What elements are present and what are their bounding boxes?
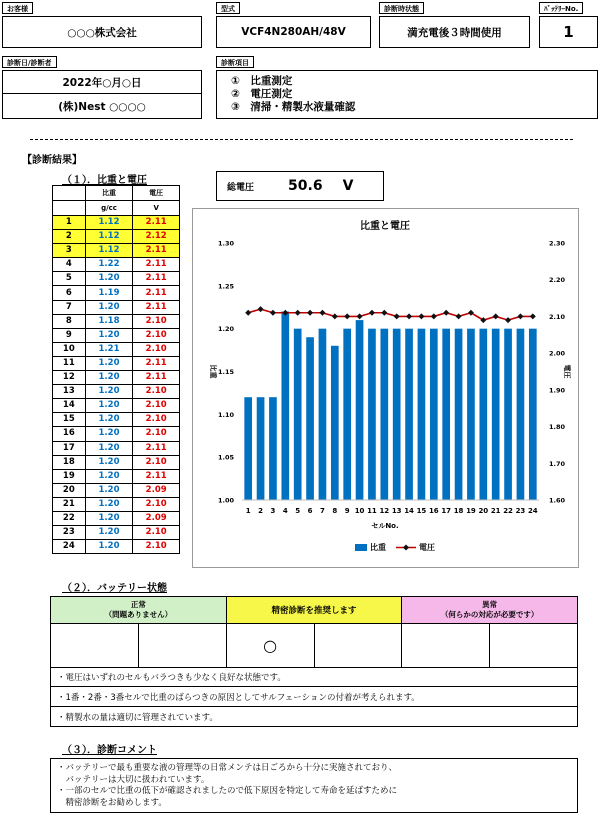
bar: [306, 337, 314, 500]
diagnoser-value: (株)Nest ○○○○: [2, 94, 202, 119]
cell-voltage: 2.11: [133, 469, 180, 483]
y2-tick-label: 2.00: [549, 349, 566, 358]
voltage-point: [270, 310, 276, 316]
total-voltage-label: 総電圧: [227, 182, 255, 193]
cell-voltage: 2.10: [133, 385, 180, 399]
cell-sg: 1.20: [85, 356, 133, 370]
cell-voltage: 2.10: [133, 497, 180, 511]
voltage-point: [505, 317, 511, 323]
x-tick-label: 12: [379, 507, 390, 515]
cell-sg: 1.22: [85, 258, 133, 272]
y2-axis-title: 電圧: [563, 364, 571, 379]
table-row: [53, 356, 180, 370]
cell-no: 14: [53, 399, 86, 413]
bar: [455, 329, 463, 500]
status-abnormal-header: [402, 597, 578, 624]
x-tick-label: 4: [282, 507, 288, 515]
table-header-v: 電圧: [133, 186, 180, 201]
voltage-point: [530, 313, 536, 319]
legend-label-voltage: 電圧: [419, 543, 435, 552]
table-header-sg: 比重: [85, 186, 133, 201]
voltage-point: [406, 313, 412, 319]
divider: [30, 139, 573, 140]
cell-no: 4: [53, 258, 86, 272]
y-tick-label: 1.10: [217, 410, 234, 419]
voltage-point: [493, 313, 499, 319]
table-header-blank: [53, 201, 86, 216]
cell-sg: 1.19: [85, 286, 133, 300]
x-tick-label: 6: [307, 507, 313, 515]
status-abnormal-sub: （何らかの対応が必要です）: [440, 610, 539, 619]
x-axis-title: セルNo.: [371, 522, 399, 530]
bar: [356, 320, 364, 500]
section2-title: （２）．バッテリー状態: [62, 583, 167, 594]
cell-sg: 1.20: [85, 399, 133, 413]
status-cell: [402, 624, 490, 668]
comment-line: 精密診断をお勧めします。: [57, 797, 167, 808]
cell-voltage: 2.11: [133, 272, 180, 286]
legend-swatch-sg: [355, 544, 367, 551]
x-tick-label: 18: [453, 507, 464, 515]
x-tick-label: 20: [478, 507, 489, 515]
cell-voltage: 2.11: [133, 286, 180, 300]
x-tick-label: 15: [416, 507, 427, 515]
cell-no: 20: [53, 483, 86, 497]
chart-title: 比重と電圧: [360, 221, 410, 232]
y-tick-label: 1.05: [217, 453, 234, 462]
cell-no: 1: [53, 216, 86, 230]
table-row: [53, 371, 180, 385]
y2-tick-label: 1.80: [549, 423, 566, 432]
cell-no: 7: [53, 300, 86, 314]
bar: [257, 397, 265, 500]
y-tick-label: 1.20: [217, 325, 234, 334]
x-tick-label: 16: [428, 507, 439, 515]
cell-sg: 1.20: [85, 427, 133, 441]
x-tick-label: 9: [344, 507, 350, 515]
bar: [405, 329, 413, 500]
customer-label: お客様: [2, 2, 33, 14]
voltage-point: [245, 310, 251, 316]
status-note: ・精製水の量は適切に管理されています。: [50, 707, 578, 727]
section1-title: （１）．比重と電圧: [62, 175, 147, 186]
cell-voltage: 2.12: [133, 230, 180, 244]
cell-no: 11: [53, 356, 86, 370]
table-row: [53, 230, 180, 244]
table-row: [53, 300, 180, 314]
y-tick-label: 1.00: [217, 496, 234, 505]
model-label: 型式: [216, 2, 240, 14]
cell-sg: 1.20: [85, 511, 133, 525]
table-row: [53, 314, 180, 328]
voltage-point: [443, 310, 449, 316]
cell-no: 18: [53, 455, 86, 469]
status-cell: [314, 624, 402, 668]
cell-voltage: 2.10: [133, 540, 180, 554]
status-recommend-header: 精密診断を推奨します: [226, 597, 402, 624]
bar: [492, 329, 500, 500]
cell-voltage: 2.10: [133, 328, 180, 342]
y-tick-label: 1.30: [217, 239, 234, 248]
table-row: [53, 385, 180, 399]
cell-sg: 1.20: [85, 526, 133, 540]
voltage-point: [517, 313, 523, 319]
x-tick-label: 17: [441, 507, 452, 515]
cell-sg: 1.21: [85, 342, 133, 356]
x-tick-label: 11: [367, 507, 377, 515]
table-header-v-unit: V: [133, 201, 180, 216]
x-tick-label: 13: [391, 507, 402, 515]
y2-tick-label: 2.20: [549, 276, 566, 285]
cell-no: 8: [53, 314, 86, 328]
y2-tick-label: 2.30: [549, 239, 566, 248]
bar: [281, 312, 289, 500]
cell-voltage: 2.10: [133, 314, 180, 328]
cell-voltage: 2.10: [133, 455, 180, 469]
cell-no: 12: [53, 371, 86, 385]
voltage-point: [307, 310, 313, 316]
cell-sg: 1.20: [85, 413, 133, 427]
comment-box: [50, 758, 578, 813]
bar: [294, 329, 302, 500]
table-row: [53, 483, 180, 497]
status-normal-label: 正常: [130, 600, 146, 609]
table-header-sg-unit: g/cc: [85, 201, 133, 216]
cell-voltage: 2.10: [133, 526, 180, 540]
status-cell: [138, 624, 226, 668]
bar: [393, 329, 401, 500]
cell-sg: 1.20: [85, 371, 133, 385]
cell-sg: 1.20: [85, 328, 133, 342]
status-normal-header: [51, 597, 227, 624]
cell-sg: 1.12: [85, 244, 133, 258]
cell-no: 24: [53, 540, 86, 554]
date-value: 2022年○月○日: [2, 70, 202, 94]
x-tick-label: 3: [270, 507, 276, 515]
legend-marker-voltage: [403, 545, 409, 551]
table-row: [53, 244, 180, 258]
bar: [467, 329, 475, 500]
bar: [479, 329, 487, 500]
cell-voltage: 2.11: [133, 371, 180, 385]
cell-sg: 1.20: [85, 455, 133, 469]
comment-line: ・バッテリーで最も重要な液の管理等の日常メンテは日ごろから十分に実施されており、: [57, 763, 398, 773]
voltage-point: [369, 310, 375, 316]
table-row: [53, 455, 180, 469]
x-tick-label: 1: [245, 507, 251, 515]
voltage-point: [295, 310, 301, 316]
voltage-point: [319, 310, 325, 316]
status-cell: [490, 624, 578, 668]
table-row: [53, 427, 180, 441]
x-tick-label: 22: [503, 507, 513, 515]
cell-sg: 1.20: [85, 497, 133, 511]
voltage-point: [418, 313, 424, 319]
table-row: [53, 216, 180, 230]
model-value: VCF4N280AH/48V: [216, 16, 371, 48]
cell-no: 15: [53, 413, 86, 427]
table-header-blank: [53, 186, 86, 201]
voltage-point: [344, 313, 350, 319]
voltage-point: [357, 313, 363, 319]
bar: [442, 329, 450, 500]
cell-voltage: 2.09: [133, 483, 180, 497]
cell-voltage: 2.11: [133, 258, 180, 272]
y2-tick-label: 2.10: [549, 312, 566, 321]
table-row: [53, 497, 180, 511]
cell-voltage: 2.10: [133, 399, 180, 413]
cell-voltage: 2.11: [133, 244, 180, 258]
x-tick-label: 21: [490, 507, 501, 515]
x-tick-label: 24: [527, 507, 538, 515]
cell-voltage: 2.10: [133, 342, 180, 356]
bar: [244, 397, 252, 500]
bar: [368, 329, 376, 500]
legend-label-sg: 比重: [370, 543, 386, 552]
comment-line: ・一部のセルで比重の低下が確認されましたので低下原因を特定して寿命を延ばすために: [57, 786, 398, 796]
status-abnormal-label: 異常: [482, 600, 498, 609]
bar: [418, 329, 426, 500]
cell-no: 21: [53, 497, 86, 511]
diagnosis-item: ① 比重測定: [231, 75, 293, 87]
y-tick-label: 1.15: [217, 368, 234, 376]
cell-voltage: 2.10: [133, 413, 180, 427]
total-voltage-unit: V: [342, 178, 354, 194]
cell-no: 3: [53, 244, 86, 258]
x-tick-label: 14: [404, 507, 414, 515]
cell-no: 2: [53, 230, 86, 244]
cell-voltage: 2.11: [133, 300, 180, 314]
cell-table: [52, 185, 180, 554]
cell-sg: 1.20: [85, 385, 133, 399]
x-tick-label: 19: [466, 507, 476, 515]
status-table: [50, 596, 578, 668]
cell-voltage: 2.11: [133, 441, 180, 455]
state-label: 診断時状態: [379, 2, 424, 14]
table-row: [53, 258, 180, 272]
cell-sg: 1.20: [85, 272, 133, 286]
y2-tick-label: 1.60: [549, 496, 566, 505]
cell-no: 10: [53, 342, 86, 356]
cell-sg: 1.20: [85, 300, 133, 314]
table-row: [53, 328, 180, 342]
items-label: 診断項目: [216, 56, 254, 68]
cell-voltage: 2.09: [133, 511, 180, 525]
table-row: [53, 413, 180, 427]
x-tick-label: 23: [515, 507, 526, 515]
cell-sg: 1.18: [85, 314, 133, 328]
cell-no: 5: [53, 272, 86, 286]
cell-sg: 1.20: [85, 469, 133, 483]
voltage-point: [332, 313, 338, 319]
table-row: [53, 511, 180, 525]
status-note: ・電圧はいずれのセルもバラつきも少なく良好な状態です。: [50, 667, 578, 687]
voltage-line: [248, 309, 533, 320]
bar: [430, 329, 438, 500]
status-mark: ○: [226, 624, 314, 668]
cell-sg: 1.20: [85, 540, 133, 554]
total-voltage-value: 50.6: [288, 178, 323, 194]
bar: [269, 397, 277, 500]
chart-panel: [192, 208, 579, 568]
cell-no: 23: [53, 526, 86, 540]
customer-value: ○○○株式会社: [2, 16, 202, 48]
voltage-point: [456, 313, 462, 319]
section3-title: （３）．診断コメント: [62, 745, 157, 756]
status-cell: [51, 624, 139, 668]
cell-no: 16: [53, 427, 86, 441]
cell-no: 6: [53, 286, 86, 300]
table-row: [53, 399, 180, 413]
voltage-point: [381, 310, 387, 316]
table-row: [53, 342, 180, 356]
diagnosis-item: ② 電圧測定: [231, 88, 293, 100]
y-axis-title: 比重: [209, 364, 217, 379]
bar: [380, 329, 388, 500]
x-tick-label: 5: [295, 507, 301, 515]
bar: [319, 329, 327, 500]
cell-sg: 1.20: [85, 483, 133, 497]
bar: [331, 346, 339, 500]
cell-no: 9: [53, 328, 86, 342]
chart: [193, 209, 578, 567]
cell-voltage: 2.11: [133, 216, 180, 230]
cell-no: 22: [53, 511, 86, 525]
battery-no-value: 1: [539, 16, 598, 48]
cell-sg: 1.12: [85, 230, 133, 244]
comment-line: バッテリーは大切に扱われています。: [57, 774, 210, 785]
diagnosis-items: [216, 70, 598, 119]
table-row: [53, 526, 180, 540]
battery-no-label: ﾊﾞｯﾃﾘｰNo.: [539, 2, 583, 14]
bar: [504, 329, 512, 500]
status-normal-sub: （問題ありません）: [104, 610, 173, 619]
bar: [517, 329, 525, 500]
x-tick-label: 10: [354, 507, 365, 515]
cell-no: 13: [53, 385, 86, 399]
cell-voltage: 2.11: [133, 356, 180, 370]
table-row: [53, 286, 180, 300]
state-value: 満充電後３時間使用: [379, 16, 530, 48]
bar: [343, 329, 351, 500]
table-row: [53, 441, 180, 455]
y-tick-label: 1.25: [217, 282, 234, 291]
cell-no: 19: [53, 469, 86, 483]
cell-sg: 1.20: [85, 441, 133, 455]
voltage-point: [258, 306, 264, 312]
diagnosis-item: ③ 清掃・精製水液量確認: [231, 101, 356, 113]
x-tick-label: 8: [332, 507, 338, 515]
cell-sg: 1.12: [85, 216, 133, 230]
cell-voltage: 2.10: [133, 427, 180, 441]
cell-no: 17: [53, 441, 86, 455]
table-row: [53, 272, 180, 286]
status-note: ・1番・2番・3番セルで比重のばらつきの原因としてサルフェーションの付着が考えられます。: [50, 687, 578, 707]
total-voltage-box: [216, 171, 384, 201]
x-tick-label: 2: [258, 507, 263, 515]
x-tick-label: 7: [320, 507, 325, 515]
voltage-point: [431, 313, 437, 319]
bar: [529, 329, 537, 500]
table-row: [53, 469, 180, 483]
results-title: 【診断結果】: [22, 155, 82, 166]
y2-tick-label: 1.90: [549, 386, 566, 395]
table-row: [53, 540, 180, 554]
y2-tick-label: 1.70: [549, 459, 566, 468]
date-label: 診断日/診断者: [2, 56, 57, 68]
voltage-point: [394, 313, 400, 319]
